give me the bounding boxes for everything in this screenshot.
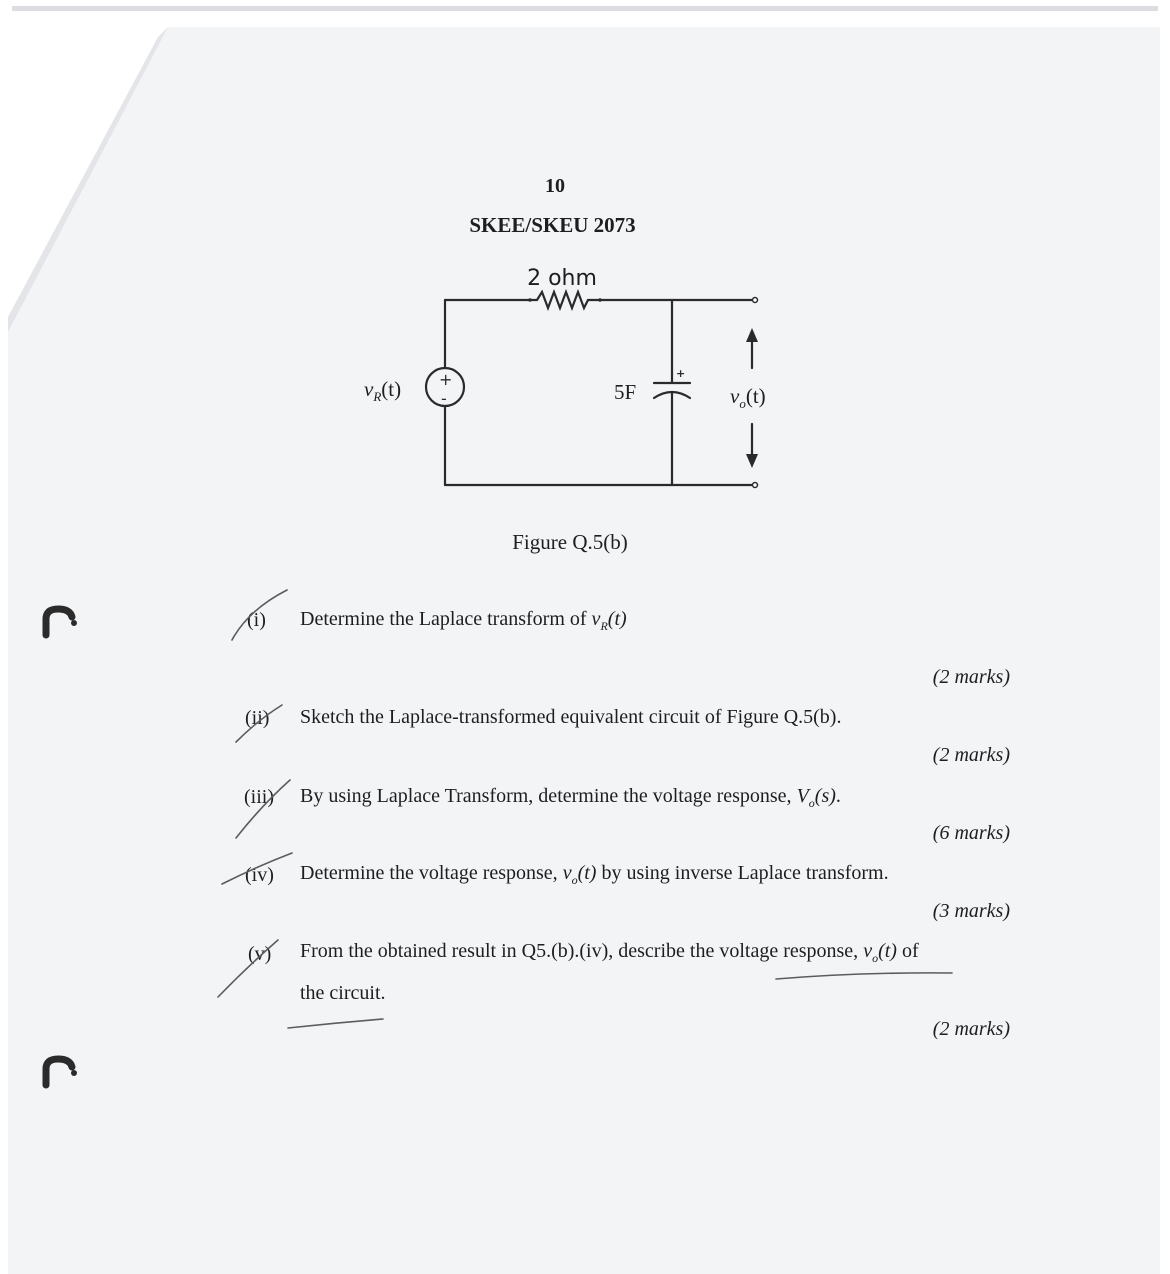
question-iii-text-after: . [835,785,841,807]
question-iv-text-after: by using inverse Laplace transform. [596,862,889,884]
resistor-symbol [530,292,600,308]
output-arrow-up-head [746,328,758,342]
marks-i: (2 marks) [932,666,1010,688]
capacitor-plus-sign: + [676,367,686,380]
punch-hole-top [40,605,80,641]
question-iii-text: By using Laplace Transform, determine the voltage response, [300,785,797,807]
question-text-i [300,608,627,634]
question-number-i: (i) [247,609,266,631]
terminal-top [753,298,758,303]
capacitor-label: 5F [614,380,637,404]
terminal-bottom [753,483,758,488]
question-i-math-arg: (t) [607,608,627,630]
question-text-iii [300,785,841,811]
question-iii-math-var: V [796,785,809,807]
page-number: 10 [545,175,565,197]
source-subscript: R [373,389,382,405]
output-arg: (t) [745,384,766,408]
question-number-iii: (iii) [244,786,274,808]
question-v-math-arg: (t) [878,940,897,962]
question-text-ii: Sketch the Laplace-transformed equivalent circuit of Figure Q.5(b). [300,706,842,728]
question-i-text: Determine the Laplace transform of [300,608,592,630]
question-v-math-var: v [863,940,873,962]
marks-iv: (3 marks) [932,900,1010,922]
question-iii-math-arg: (s) [814,785,836,807]
question-number-ii: (ii) [245,707,270,729]
source-arg: (t) [381,377,402,401]
marks-ii: (2 marks) [932,744,1010,766]
output-subscript: o [739,396,746,412]
resistor-label: 2 ohm [527,266,597,291]
question-iv-math-sub: o [571,873,578,887]
question-iii-math-sub: o [808,796,815,810]
marks-v: (2 marks) [932,1018,1010,1040]
question-text-iv [300,862,889,888]
question-iv-math-arg: (t) [577,862,597,884]
source-label [364,377,401,405]
output-label [730,384,766,412]
resistor-node-left [528,298,532,302]
punch-hole-bottom [40,1055,80,1091]
question-v-text: From the obtained result in Q5.(b).(iv), describe the voltage response, [300,940,864,962]
question-i-math-sub: R [600,619,608,633]
question-v-text-after: of [896,940,919,962]
marks-iii: (6 marks) [932,822,1010,844]
question-number-iv: (iv) [245,864,274,886]
question-iv-text: Determine the voltage response, [300,862,563,884]
resistor-node-right [598,298,602,302]
figure-caption: Figure Q.5(b) [512,530,628,554]
course-code: SKEE/SKEU 2073 [469,213,636,237]
output-arrow-down-head [746,454,758,468]
question-text-v-line2: the circuit. [300,982,386,1004]
question-iv-math-var: v [562,862,572,884]
source-minus-sign: - [441,389,447,408]
output-var: v [730,384,740,408]
question-i-math-var: v [591,608,601,630]
source-plus-sign: + [439,370,453,389]
source-var: v [364,377,374,401]
question-text-v [300,940,919,966]
question-v-math-sub: o [872,951,879,965]
question-number-v: (v) [248,943,272,965]
